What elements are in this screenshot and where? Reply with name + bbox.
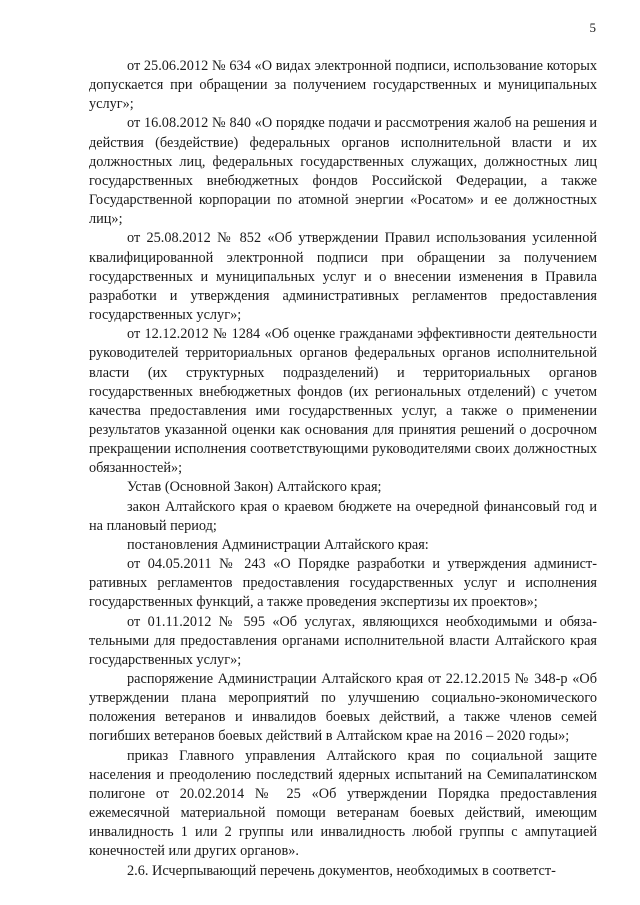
page-number: 5 bbox=[589, 20, 596, 35]
paragraph-decree-840: от 16.08.2012 № 840 «О порядке подачи и рассмотрения жалоб на решения и действия (бездействие) федеральных органов исполнительной власти и их должностных лиц, федеральных государственных служащих, должностных лиц государственных внебюджетных фондов Российской Федерации, а также Государственной корпорации по атомной энергии «Росатом» и ее должностных лиц»; bbox=[89, 115, 597, 228]
paragraph-order-25: приказ Главного управления Алтайского края по социальной защите населения и преодолению последствий ядерных испытаний на Семипалатинском полигоне от 20.02.2014 № 25 «Об утверждении Порядка предоставления ежемесячной материальной помощи ветеранам боевых действий, имеющим инвалидность 1 или 2 группы или инвалидность любой группы с ампутацией конечностей или других органов». bbox=[89, 747, 597, 860]
paragraph-resolution-595: от 01.11.2012 № 595 «Об услугах, являющихся необходимыми и обязательными для предоставления органами исполнительной власти Алтайского края государственных услуг»; bbox=[89, 613, 597, 668]
paragraph-decree-1284: от 12.12.2012 № 1284 «Об оценке гражданами эффективности деятельности руководителей территориальных органов федеральных органов исполнительной власти (их структурных подразделений) и территориальных органов государственных внебюджетных фондов (их региональных отделений) с учетом качества предоставления ими государственных услуг, а также о применении результатов указанной оценки как основания для принятия решений о досрочном прекращении исполнения соответствующими руководителями своих должностных обязанностей»; bbox=[89, 326, 597, 477]
paragraph-administration-resolutions: постановления Администрации Алтайского края: bbox=[127, 536, 429, 553]
paragraph-decree-634: от 25.06.2012 № 634 «О видах электронной подписи, использование которых допускается при обращении за получением государственных и муниципальных услуг»; bbox=[89, 58, 597, 113]
document-body bbox=[89, 57, 597, 881]
paragraph-decree-852: от 25.08.2012 № 852 «Об утверждении Правил использования усиленной квалифицированной электронной подписи при обращении за получением государственных и муниципальных услуг и о внесении изменения в Правила разработки и утверждения административных регламентов предоставления государственных услуг»; bbox=[89, 230, 597, 324]
paragraph-charter: Устав (Основной Закон) Алтайского края; bbox=[127, 479, 382, 496]
paragraph-resolution-243: от 04.05.2011 № 243 «О Порядке разработки и утверждения административных регламентов предоставления государственных услуг и исполнения государственных функций, а также проведения экспертизы их проектов»; bbox=[89, 556, 597, 611]
paragraph-section-2-6: 2.6. Исчерпывающий перечень документов, необходимых в соответст- bbox=[127, 862, 556, 879]
paragraph-order-348: распоряжение Администрации Алтайского края от 22.12.2015 № 348-р «Об утверждении плана мероприятий по улучшению социально-экономического положения ветеранов и инвалидов боевых действий, а также членов семей погибших ветеранов боевых действий в Алтайском крае на 2016 – 2020 годы»; bbox=[89, 671, 597, 745]
paragraph-budget-law: закон Алтайского края о краевом бюджете на очередной финансовый год и на плановый период; bbox=[89, 498, 597, 534]
